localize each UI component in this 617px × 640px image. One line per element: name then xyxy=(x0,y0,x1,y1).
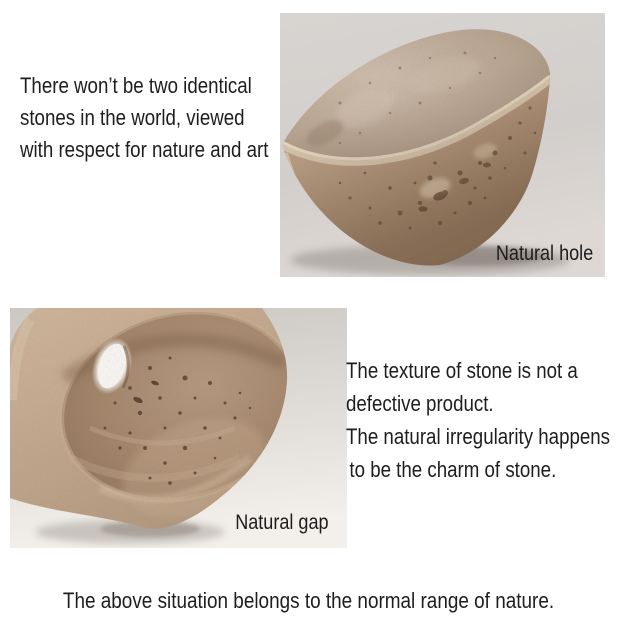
intro-line-3: with respect for nature and art xyxy=(20,137,269,162)
stone-ring-photo xyxy=(10,308,347,548)
texture-text xyxy=(346,354,610,486)
stone-bowl-photo xyxy=(280,13,605,277)
texture-line-1: The texture of stone is not a xyxy=(346,358,578,383)
texture-line-4: to be the charm of stone. xyxy=(349,457,557,482)
intro-text xyxy=(20,70,268,166)
natural-gap-label: Natural gap xyxy=(235,511,329,534)
conclusion-text: The above situation belongs to the normal range of nature. xyxy=(62,588,555,613)
texture-line-2: defective product. xyxy=(346,391,494,416)
stone-bowl-illustration xyxy=(280,13,605,277)
texture-line-3: The natural irregularity happens xyxy=(346,424,611,449)
intro-line-2: stones in the world, viewed xyxy=(20,105,245,130)
intro-line-1: There won’t be two identical xyxy=(20,73,252,98)
natural-hole-label: Natural hole xyxy=(495,242,593,265)
